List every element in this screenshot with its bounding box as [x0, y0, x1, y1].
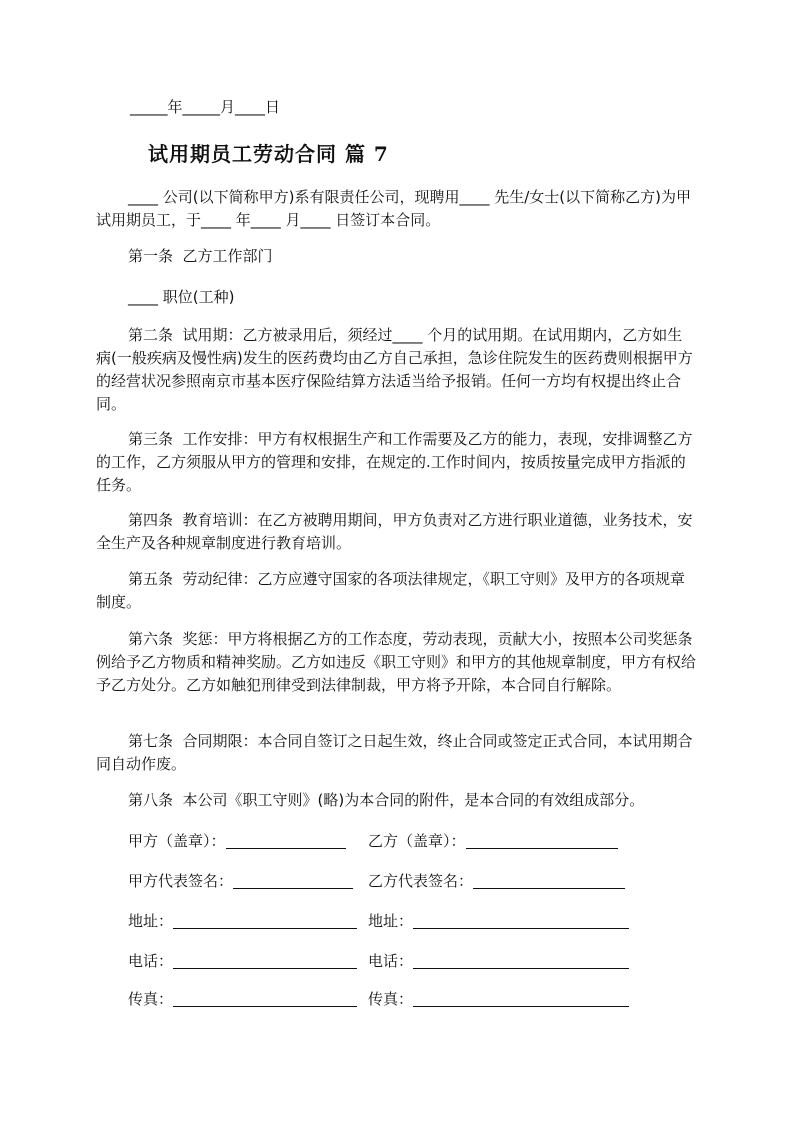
clause-5: 第五条 劳动纪律：乙方应遵守国家的各项法律规定，《职工守则》及甲方的各项规章制度。	[96, 570, 686, 611]
date-line: _____年_____月____日	[130, 98, 281, 116]
clause-2: 第二条 试用期：乙方被录用后，须经过____ 个月的试用期。在试用期内，乙方如生病(一般疾病及慢性病)发生的医药费均由乙方自己承担，急诊住院发生的医药费则根据甲方的经营状况参照南京市基本医疗保险结算方法适当给予报销。任何一方均有权提出终止合同。	[96, 326, 693, 413]
party-a-rep-blank[interactable]	[233, 874, 353, 889]
party-a-address-label: 地址：	[128, 912, 174, 930]
party-a-phone-blank[interactable]	[173, 954, 357, 969]
clause-7: 第七条 合同期限：本合同自签订之日起生效，终止合同或签定正式合同，本试用期合同自动作废。	[96, 732, 693, 773]
party-b-seal-label: 乙方（盖章）：	[368, 832, 466, 850]
party-a-seal-label: 甲方（盖章）：	[128, 832, 226, 850]
party-a-fax-label: 传真：	[128, 990, 174, 1008]
clause-4: 第四条 教育培训：在乙方被聘用期间，甲方负责对乙方进行职业道德，业务技术，安全生产及各种规章制度进行教育培训。	[96, 511, 693, 552]
party-b-phone-blank[interactable]	[413, 954, 629, 969]
party-b-fax-blank[interactable]	[413, 992, 629, 1007]
party-b-address-blank[interactable]	[413, 914, 629, 929]
party-a-fax-blank[interactable]	[173, 992, 357, 1007]
document-title: 试用期员工劳动合同 篇 7	[148, 142, 389, 166]
party-b-address-label: 地址：	[368, 912, 414, 930]
clause-1: 第一条 乙方工作部门	[128, 247, 273, 265]
party-a-rep-label: 甲方代表签名：	[128, 872, 234, 890]
clause-8: 第八条 本公司《职工守则》(略)为本合同的附件，是本合同的有效组成部分。	[128, 791, 645, 809]
clause-6: 第六条 奖惩：甲方将根据乙方的工作态度，劳动表现，贡献大小，按照本公司奖惩条例给予乙方物质和精神奖励。乙方如违反《职工守则》和甲方的其他规章制度，甲方有权给予乙方处分。乙方如触犯刑律受到法律制裁，甲方将予开除，本合同自行解除。	[96, 630, 697, 694]
party-b-phone-label: 电话：	[368, 952, 414, 970]
party-b-rep-label: 乙方代表签名：	[368, 872, 474, 890]
party-b-seal-blank[interactable]	[466, 834, 618, 849]
position-line: ____ 职位(工种)	[128, 288, 235, 306]
party-a-address-blank[interactable]	[173, 914, 357, 929]
clause-3: 第三条 工作安排：甲方有权根据生产和工作需要及乙方的能力，表现，安排调整乙方的工作，乙方须服从甲方的管理和安排，在规定的.工作时间内，按质按量完成甲方指派的任务。	[96, 430, 693, 494]
party-b-rep-blank[interactable]	[473, 874, 625, 889]
intro-paragraph: ____ 公司(以下简称甲方)系有限责任公司，现聘用____ 先生/女士(以下简称乙方)为甲试用期员工，于____ 年____ 月____ 日签订本合同。	[96, 188, 692, 229]
party-a-seal-blank[interactable]	[226, 834, 346, 849]
party-a-phone-label: 电话：	[128, 952, 174, 970]
party-b-fax-label: 传真：	[368, 990, 414, 1008]
